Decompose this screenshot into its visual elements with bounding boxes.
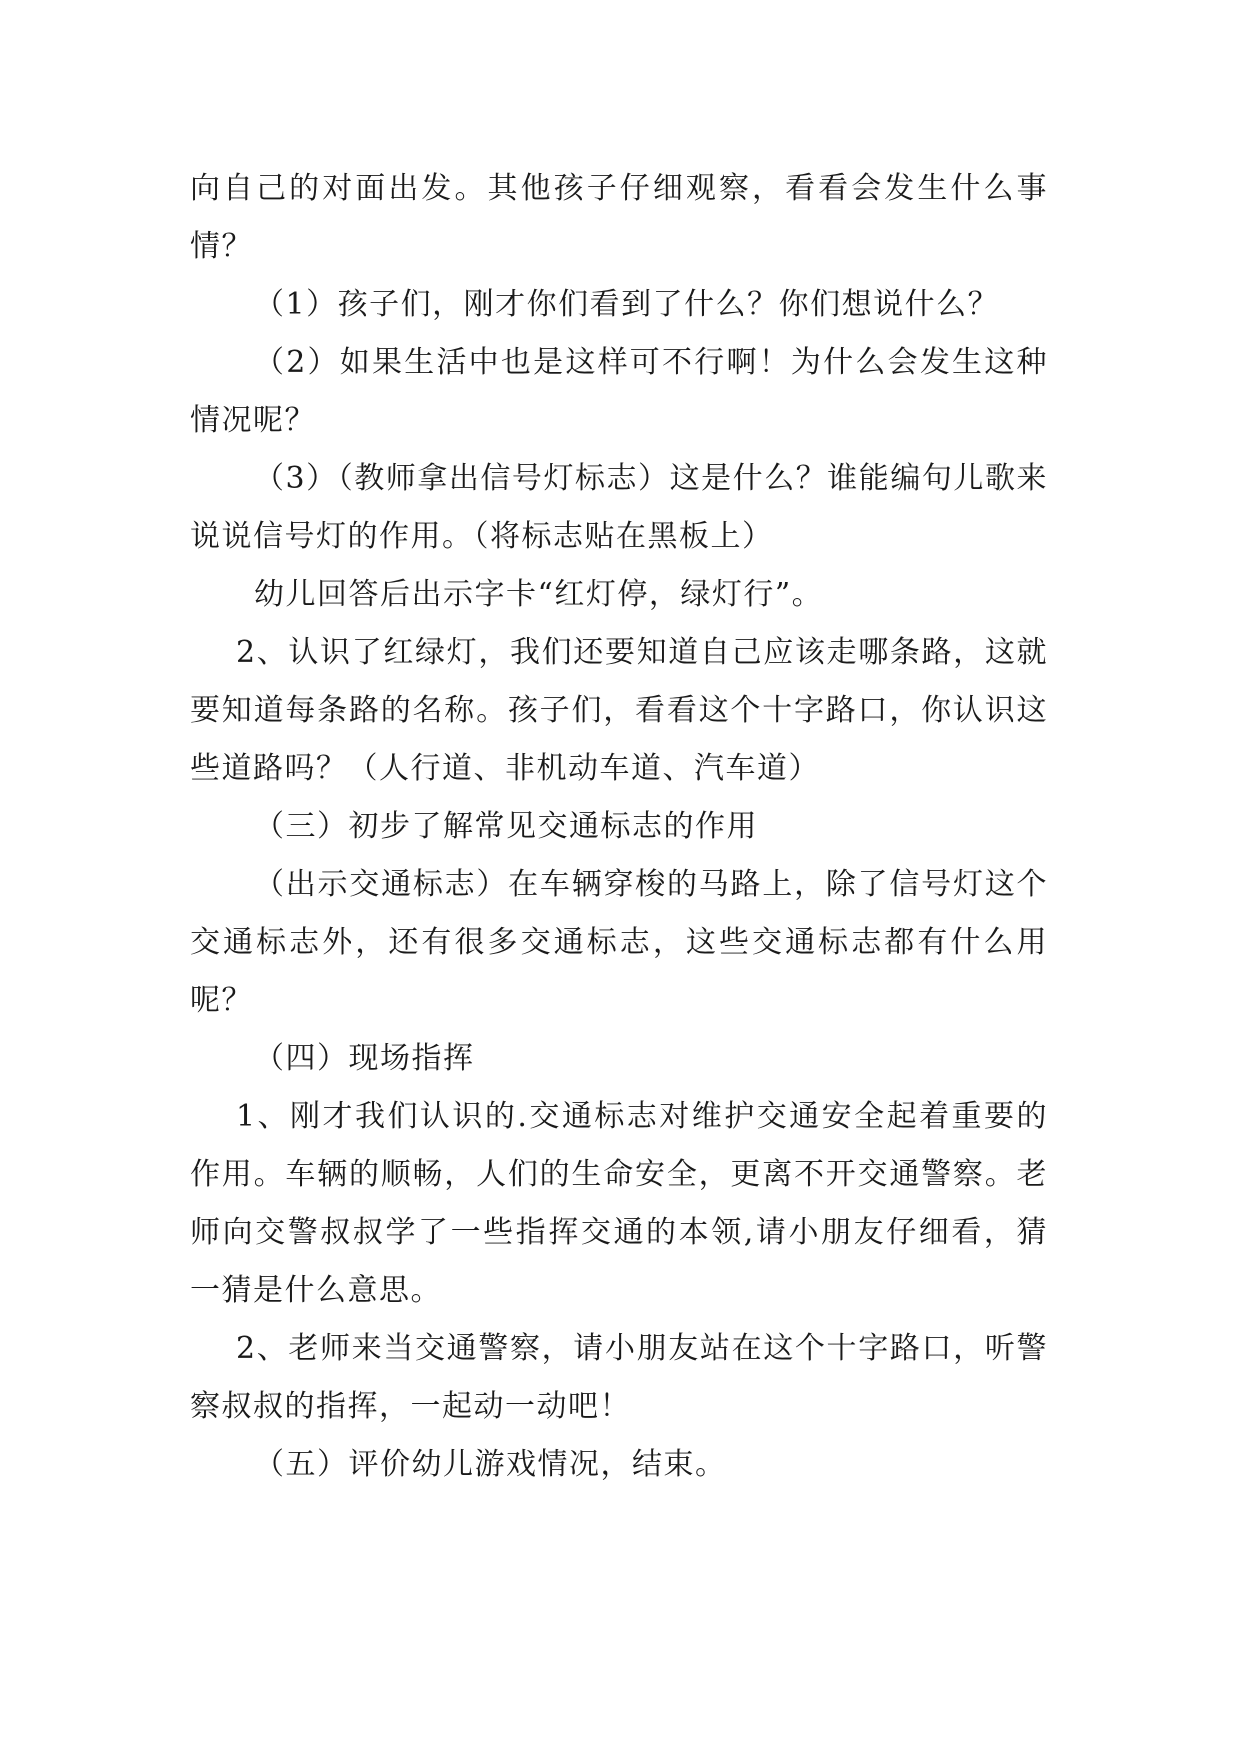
- paragraph-1: 向自己的对面出发。其他孩子仔细观察，看看会发生什么事情？: [190, 171, 1048, 264]
- section-heading-4: （四）现场指挥: [254, 1041, 475, 1076]
- paragraph-10: 1、刚才我们认识的.交通标志对维护交通安全起着重要的作用。车辆的顺畅，人们的生命安全，更离不开交通警察。老师向交警叔叔学了一些指挥交通的本领,请小朋友仔细看，猜一猜是什么意思。: [190, 1099, 1048, 1308]
- paragraph-2: （1）孩子们，刚才你们看到了什么？你们想说什么？: [254, 287, 1000, 322]
- paragraph-4: （3）（教师拿出信号灯标志）这是什么？谁能编句儿歌来说说信号灯的作用。（将标志贴在黑板上）: [190, 461, 1048, 554]
- paragraph-6: 2、认识了红绿灯，我们还要知道自己应该走哪条路，这就要知道每条路的名称。孩子们，看看这个十字路口，你认识这些道路吗？（人行道、非机动车道、汽车道）: [190, 635, 1048, 786]
- section-heading-3: （三）初步了解常见交通标志的作用: [254, 809, 758, 844]
- paragraph-11: 2、老师来当交通警察，请小朋友站在这个十字路口，听警察叔叔的指挥，一起动一动吧！: [190, 1331, 1048, 1424]
- document-body: [190, 160, 1048, 1494]
- paragraph-3: （2）如果生活中也是这样可不行啊！为什么会发生这种情况呢？: [190, 345, 1048, 438]
- paragraph-8: （出示交通标志）在车辆穿梭的马路上，除了信号灯这个交通标志外，还有很多交通标志，这些交通标志都有什么用呢？: [190, 867, 1048, 1018]
- section-heading-5: （五）评价幼儿游戏情况，结束。: [254, 1447, 727, 1482]
- paragraph-5: 幼儿回答后出示字卡“红灯停，绿灯行”。: [254, 577, 824, 612]
